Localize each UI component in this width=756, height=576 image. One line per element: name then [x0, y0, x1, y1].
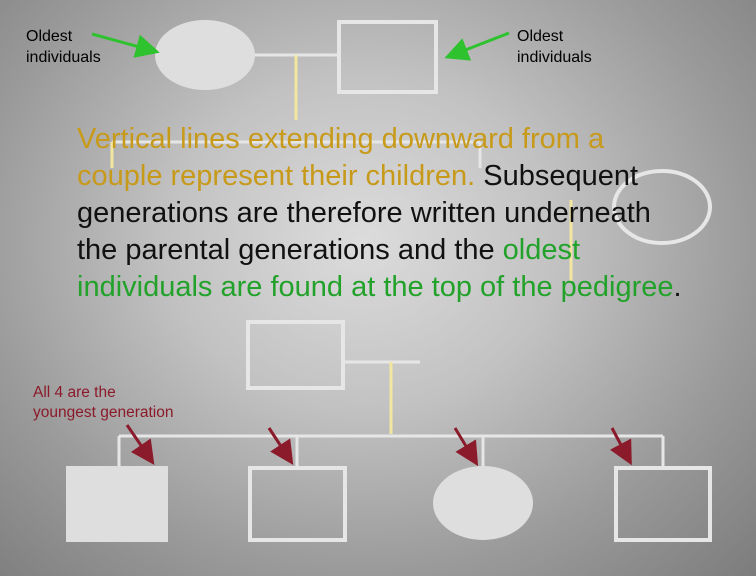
gen4-male-symbol — [250, 468, 345, 540]
gen3-male-symbol — [248, 322, 343, 388]
oldest-left-label-line2: individuals — [26, 49, 101, 66]
gen1-female-symbol — [155, 20, 255, 90]
youngest-generation-label — [33, 383, 173, 423]
oldest-left-arrow — [92, 34, 154, 51]
gen4-affected-female-symbol — [433, 466, 533, 540]
main-explanation-text — [77, 121, 697, 306]
main-text-green: oldest individuals are found at the top of the pedigree — [77, 234, 674, 303]
main-text-plain: Subsequent generations are therefore written underneath the parental generations and the — [77, 160, 651, 266]
gen1-male-symbol — [339, 22, 436, 92]
oldest-right-arrow — [450, 33, 509, 56]
oldest-right-label-line1: Oldest — [517, 28, 564, 45]
oldest-right-label-line2: individuals — [517, 49, 592, 66]
gen4-affected-male-symbol — [66, 466, 168, 542]
youngest-label-line1: All 4 are the — [33, 384, 116, 401]
gen4-male-symbol-right — [616, 468, 710, 540]
oldest-left-label-line1: Oldest — [26, 28, 73, 45]
youngest-arrow-1 — [127, 425, 151, 460]
youngest-label-line2: youngest generation — [33, 404, 174, 421]
main-text-gold: Vertical lines extending downward from a couple represent their children. — [77, 123, 605, 192]
youngest-arrow-3 — [455, 428, 475, 461]
oldest-left-label — [26, 26, 101, 68]
oldest-right-label — [517, 26, 592, 68]
youngest-arrow-2 — [269, 428, 290, 460]
youngest-arrow-4 — [612, 428, 629, 460]
main-text-end: . — [673, 271, 682, 303]
